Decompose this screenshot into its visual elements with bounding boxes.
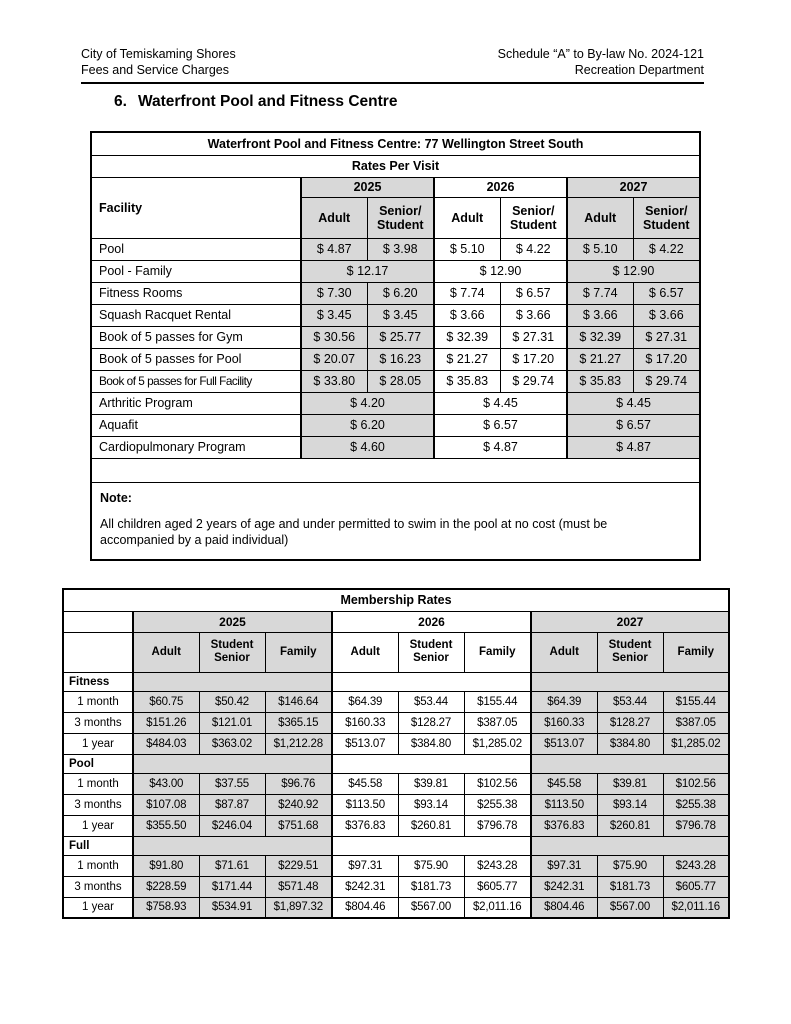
membership-data-row (63, 794, 729, 815)
price-cell: $113.50 (531, 794, 597, 815)
section-fill-cell (332, 754, 531, 773)
membership-data-row (63, 855, 729, 876)
student-senior-header-2025 (199, 632, 265, 672)
period-label: 1 month (63, 855, 133, 876)
price-cell: $ 35.83 (567, 370, 633, 392)
visit-table-row (91, 436, 700, 458)
price-cell: $ 6.20 (301, 414, 434, 436)
adult-header-2025: Adult (301, 197, 367, 238)
price-cell: $ 4.22 (633, 238, 700, 260)
price-cell: $128.27 (597, 712, 663, 733)
price-cell: $387.05 (663, 712, 729, 733)
price-cell: $513.07 (531, 733, 597, 754)
membership-data-row (63, 897, 729, 918)
visit-table-year-row (91, 177, 700, 197)
senior-label-line2: Student (509, 217, 557, 232)
section-fill-cell (531, 672, 729, 691)
visit-table-row (91, 414, 700, 436)
price-cell: $376.83 (332, 815, 398, 836)
price-cell: $53.44 (597, 691, 663, 712)
price-cell: $605.77 (464, 876, 531, 897)
year-header-2027: 2027 (567, 177, 700, 197)
header-right (498, 46, 704, 78)
price-cell: $242.31 (531, 876, 597, 897)
price-cell: $146.64 (265, 691, 332, 712)
family-header-2025: Family (265, 632, 332, 672)
price-cell: $ 4.22 (500, 238, 567, 260)
facility-label: Cardiopulmonary Program (91, 436, 301, 458)
price-cell: $ 17.20 (633, 348, 700, 370)
price-cell: $242.31 (332, 876, 398, 897)
header-left (81, 46, 236, 78)
price-cell: $53.44 (398, 691, 464, 712)
period-label: 3 months (63, 794, 133, 815)
price-cell: $ 4.20 (301, 392, 434, 414)
price-cell: $ 5.10 (434, 238, 500, 260)
price-cell: $50.42 (199, 691, 265, 712)
price-cell: $155.44 (663, 691, 729, 712)
price-cell: $255.38 (464, 794, 531, 815)
price-cell: $ 3.66 (434, 304, 500, 326)
price-cell: $796.78 (663, 815, 729, 836)
adult-header-2025: Adult (133, 632, 199, 672)
price-cell: $ 28.05 (367, 370, 434, 392)
price-cell: $160.33 (332, 712, 398, 733)
visit-table-footer (91, 458, 700, 560)
price-cell: $260.81 (398, 815, 464, 836)
price-cell: $ 4.45 (567, 392, 700, 414)
membership-title-row (63, 589, 729, 611)
visit-table-row (91, 392, 700, 414)
spacer-row (91, 458, 700, 482)
price-cell: $ 20.07 (301, 348, 367, 370)
senior-label-line1: Senior/ (645, 203, 688, 218)
price-cell: $160.33 (531, 712, 597, 733)
price-cell: $376.83 (531, 815, 597, 836)
price-cell: $ 17.20 (500, 348, 567, 370)
period-label: 3 months (63, 876, 133, 897)
student-label-line1: Student (409, 639, 453, 651)
price-cell: $45.58 (531, 773, 597, 794)
price-cell: $534.91 (199, 897, 265, 918)
schedule-reference: Schedule “A” to By-law No. 2024-121 (497, 47, 704, 61)
price-cell: $45.58 (332, 773, 398, 794)
section-label: Pool (63, 754, 133, 773)
membership-data-row (63, 712, 729, 733)
facility-label: Fitness Rooms (91, 282, 301, 304)
membership-data-row (63, 773, 729, 794)
section-label: Full (63, 836, 133, 855)
year-header-2025: 2025 (133, 611, 332, 632)
price-cell: $75.90 (597, 855, 663, 876)
price-cell: $ 25.77 (367, 326, 434, 348)
student-senior-header-2027 (597, 632, 663, 672)
price-cell: $ 29.74 (633, 370, 700, 392)
adult-header-2026: Adult (434, 197, 500, 238)
price-cell: $ 6.57 (633, 282, 700, 304)
visit-table-row (91, 326, 700, 348)
adult-header-2026: Adult (332, 632, 398, 672)
price-cell: $1,285.02 (464, 733, 531, 754)
student-label-line2: Senior (612, 652, 648, 664)
section-number: 6. (114, 93, 127, 110)
price-cell: $2,011.16 (663, 897, 729, 918)
membership-section-row (63, 836, 729, 855)
price-cell: $ 32.39 (434, 326, 500, 348)
price-cell: $43.00 (133, 773, 199, 794)
price-cell: $ 32.39 (567, 326, 633, 348)
price-cell: $ 7.74 (567, 282, 633, 304)
price-cell: $ 6.57 (500, 282, 567, 304)
price-cell: $796.78 (464, 815, 531, 836)
senior-label-line2: Student (376, 217, 424, 232)
price-cell: $ 6.57 (434, 414, 567, 436)
price-cell: $ 27.31 (633, 326, 700, 348)
membership-table-title: Membership Rates (63, 589, 729, 611)
period-label: 1 year (63, 733, 133, 754)
membership-data-row (63, 876, 729, 897)
org-name: City of Temiskaming Shores (81, 47, 236, 61)
price-cell: $ 3.66 (567, 304, 633, 326)
price-cell: $ 12.17 (301, 260, 434, 282)
price-cell: $1,897.32 (265, 897, 332, 918)
price-cell: $ 6.57 (567, 414, 700, 436)
price-cell: $ 4.60 (301, 436, 434, 458)
facility-column-header: Facility (91, 177, 301, 238)
visit-table-subtitle-row (91, 155, 700, 177)
price-cell: $37.55 (199, 773, 265, 794)
price-cell: $107.08 (133, 794, 199, 815)
facility-label: Arthritic Program (91, 392, 301, 414)
corner-cell (63, 632, 133, 672)
section-fill-cell (133, 836, 332, 855)
membership-table-body (63, 672, 729, 918)
price-cell: $181.73 (398, 876, 464, 897)
price-cell: $ 30.56 (301, 326, 367, 348)
price-cell: $240.92 (265, 794, 332, 815)
note-row (91, 482, 700, 560)
price-cell: $ 21.27 (434, 348, 500, 370)
document-header (81, 46, 704, 84)
price-cell: $39.81 (597, 773, 663, 794)
price-cell: $64.39 (531, 691, 597, 712)
period-label: 3 months (63, 712, 133, 733)
adult-header-2027: Adult (567, 197, 633, 238)
price-cell: $571.48 (265, 876, 332, 897)
visit-table-row (91, 348, 700, 370)
price-cell: $ 5.10 (567, 238, 633, 260)
price-cell: $ 27.31 (500, 326, 567, 348)
adult-header-2027: Adult (531, 632, 597, 672)
senior-student-header-2026 (500, 197, 567, 238)
membership-section-row (63, 672, 729, 691)
price-cell: $255.38 (663, 794, 729, 815)
price-cell: $243.28 (663, 855, 729, 876)
period-label: 1 year (63, 897, 133, 918)
membership-data-row (63, 815, 729, 836)
student-label-line2: Senior (413, 652, 449, 664)
price-cell: $39.81 (398, 773, 464, 794)
price-cell: $155.44 (464, 691, 531, 712)
price-cell: $121.01 (199, 712, 265, 733)
price-cell: $102.56 (464, 773, 531, 794)
price-cell: $513.07 (332, 733, 398, 754)
price-cell: $87.87 (199, 794, 265, 815)
price-cell: $ 4.87 (301, 238, 367, 260)
period-label: 1 month (63, 773, 133, 794)
price-cell: $ 3.66 (500, 304, 567, 326)
price-cell: $ 21.27 (567, 348, 633, 370)
price-cell: $363.02 (199, 733, 265, 754)
price-cell: $97.31 (531, 855, 597, 876)
price-cell: $93.14 (597, 794, 663, 815)
price-cell: $ 3.45 (367, 304, 434, 326)
student-label-line1: Student (608, 639, 652, 651)
price-cell: $228.59 (133, 876, 199, 897)
spacer-cell (91, 458, 700, 482)
membership-section-row (63, 754, 729, 773)
price-cell: $ 4.45 (434, 392, 567, 414)
year-header-2026: 2026 (332, 611, 531, 632)
facility-label: Book of 5 passes for Full Facility (91, 370, 301, 392)
price-cell: $758.93 (133, 897, 199, 918)
price-cell: $ 12.90 (434, 260, 567, 282)
price-cell: $1,285.02 (663, 733, 729, 754)
price-cell: $365.15 (265, 712, 332, 733)
price-cell: $229.51 (265, 855, 332, 876)
price-cell: $64.39 (332, 691, 398, 712)
price-cell: $484.03 (133, 733, 199, 754)
period-label: 1 year (63, 815, 133, 836)
price-cell: $171.44 (199, 876, 265, 897)
price-cell: $ 3.45 (301, 304, 367, 326)
price-cell: $71.61 (199, 855, 265, 876)
price-cell: $751.68 (265, 815, 332, 836)
section-fill-cell (133, 754, 332, 773)
visit-table-row (91, 238, 700, 260)
price-cell: $ 6.20 (367, 282, 434, 304)
price-cell: $384.80 (597, 733, 663, 754)
membership-rates-table (62, 588, 730, 919)
membership-data-row (63, 733, 729, 754)
price-cell: $181.73 (597, 876, 663, 897)
note-label: Note: (100, 490, 132, 505)
visit-table-title-row (91, 132, 700, 155)
price-cell: $2,011.16 (464, 897, 531, 918)
family-header-2026: Family (464, 632, 531, 672)
student-label-line2: Senior (214, 652, 250, 664)
senior-label-line2: Student (643, 217, 690, 232)
price-cell: $243.28 (464, 855, 531, 876)
price-cell: $ 12.90 (567, 260, 700, 282)
senior-student-header-2025 (367, 197, 434, 238)
price-cell: $ 29.74 (500, 370, 567, 392)
price-cell: $260.81 (597, 815, 663, 836)
price-cell: $804.46 (332, 897, 398, 918)
visit-table-row (91, 260, 700, 282)
price-cell: $ 3.66 (633, 304, 700, 326)
price-cell: $ 33.80 (301, 370, 367, 392)
price-cell: $96.76 (265, 773, 332, 794)
price-cell: $113.50 (332, 794, 398, 815)
department-name: Recreation Department (574, 63, 704, 77)
doc-subtitle: Fees and Service Charges (81, 63, 229, 77)
price-cell: $ 16.23 (367, 348, 434, 370)
price-cell: $128.27 (398, 712, 464, 733)
price-cell: $60.75 (133, 691, 199, 712)
period-label: 1 month (63, 691, 133, 712)
visit-table-row (91, 370, 700, 392)
facility-label: Squash Racquet Rental (91, 304, 301, 326)
year-header-2026: 2026 (434, 177, 567, 197)
facility-label: Book of 5 passes for Gym (91, 326, 301, 348)
visit-table-row (91, 282, 700, 304)
price-cell: $151.26 (133, 712, 199, 733)
membership-data-row (63, 691, 729, 712)
section-title-text: Waterfront Pool and Fitness Centre (137, 93, 398, 110)
section-title (114, 93, 397, 111)
rates-per-visit-table (90, 131, 701, 561)
price-cell: $91.80 (133, 855, 199, 876)
senior-student-header-2027 (633, 197, 700, 238)
note-text: All children aged 2 years of age and under permitted to swim in the pool at no cost (must be accompanied by a paid individual) (100, 516, 608, 547)
price-cell: $384.80 (398, 733, 464, 754)
year-header-2027: 2027 (531, 611, 729, 632)
membership-subheader-row (63, 632, 729, 672)
price-cell: $ 4.87 (434, 436, 567, 458)
section-fill-cell (531, 754, 729, 773)
price-cell: $567.00 (398, 897, 464, 918)
facility-label: Book of 5 passes for Pool (91, 348, 301, 370)
price-cell: $246.04 (199, 815, 265, 836)
year-header-2025: 2025 (301, 177, 434, 197)
senior-label-line1: Senior/ (379, 203, 422, 218)
visit-table-row (91, 304, 700, 326)
price-cell: $605.77 (663, 876, 729, 897)
price-cell: $102.56 (663, 773, 729, 794)
section-fill-cell (332, 672, 531, 691)
student-senior-header-2026 (398, 632, 464, 672)
family-header-2027: Family (663, 632, 729, 672)
section-label: Fitness (63, 672, 133, 691)
facility-label: Pool - Family (91, 260, 301, 282)
membership-year-row (63, 611, 729, 632)
price-cell: $567.00 (597, 897, 663, 918)
price-cell: $93.14 (398, 794, 464, 815)
visit-table-body (91, 238, 700, 458)
price-cell: $ 7.30 (301, 282, 367, 304)
student-label-line1: Student (210, 639, 254, 651)
price-cell: $804.46 (531, 897, 597, 918)
price-cell: $355.50 (133, 815, 199, 836)
facility-label: Pool (91, 238, 301, 260)
price-cell: $ 35.83 (434, 370, 500, 392)
price-cell: $75.90 (398, 855, 464, 876)
facility-label: Aquafit (91, 414, 301, 436)
corner-cell (63, 611, 133, 632)
price-cell: $ 3.98 (367, 238, 434, 260)
section-fill-cell (531, 836, 729, 855)
price-cell: $ 4.87 (567, 436, 700, 458)
price-cell: $ 7.74 (434, 282, 500, 304)
price-cell: $1,212.28 (265, 733, 332, 754)
visit-table-subtitle: Rates Per Visit (91, 155, 700, 177)
section-fill-cell (133, 672, 332, 691)
visit-table-title: Waterfront Pool and Fitness Centre: 77 Wellington Street South (91, 132, 700, 155)
price-cell: $97.31 (332, 855, 398, 876)
note-section (91, 482, 700, 560)
senior-label-line1: Senior/ (512, 203, 555, 218)
section-fill-cell (332, 836, 531, 855)
price-cell: $387.05 (464, 712, 531, 733)
